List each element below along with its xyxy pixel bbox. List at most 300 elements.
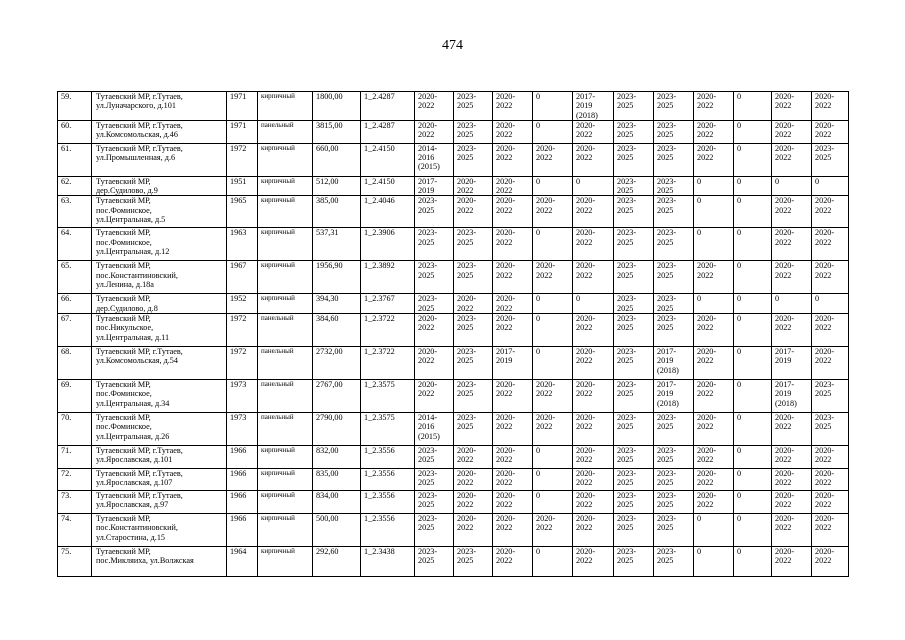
- cell-line: 2022: [418, 130, 435, 140]
- cell-line: 2025: [657, 422, 674, 432]
- cell-line: 2020-: [697, 413, 717, 423]
- area-cell: 835,00: [313, 469, 361, 491]
- period-cell: [654, 294, 694, 314]
- cell-line: 2017-: [418, 176, 438, 186]
- cell-line: 2014-: [418, 143, 438, 153]
- period-cell: [772, 294, 812, 314]
- period-cell: [734, 92, 772, 121]
- cell-line: 2023-: [657, 413, 677, 423]
- cell-line: (2018): [657, 398, 679, 408]
- cell-line: ул.Центральная, д.11: [96, 332, 170, 342]
- period-cell: [772, 491, 812, 514]
- cell-line: 2022: [775, 205, 792, 215]
- cell-line: 2023-: [617, 413, 637, 423]
- cell-line: 0: [576, 176, 581, 186]
- period-cell: [812, 380, 849, 413]
- cell-line: 2025: [617, 323, 634, 333]
- cell-line: 2020-: [697, 380, 717, 390]
- cell-line: ул.Ярославская, д.97: [96, 500, 169, 510]
- cell-line: 2020-: [496, 413, 516, 423]
- table-row: [58, 314, 849, 347]
- row-number-cell: 67.: [58, 314, 92, 347]
- cell-line: 2022: [576, 422, 593, 432]
- period-cell: [493, 92, 533, 121]
- cell-line: ул.Центральная, д.5: [96, 215, 166, 225]
- period-cell: [415, 547, 454, 577]
- cell-line: 2025: [657, 500, 674, 510]
- code-cell: 1_2.3767: [361, 294, 415, 314]
- cell-line: 2022: [496, 205, 513, 215]
- period-cell: [573, 446, 614, 469]
- cell-line: 2023-: [418, 261, 438, 271]
- address-cell: [92, 347, 227, 380]
- cell-line: 2025: [617, 455, 634, 465]
- cell-line: Тутаевский МР,: [96, 196, 151, 206]
- cell-line: 2023-: [457, 228, 477, 238]
- cell-line: 2025: [457, 153, 474, 163]
- period-cell: [533, 547, 573, 577]
- cell-line: 2023-: [657, 514, 677, 524]
- table-row: [58, 380, 849, 413]
- cell-line: 2025: [657, 303, 674, 313]
- period-cell: [812, 413, 849, 446]
- address-cell: [92, 514, 227, 547]
- cell-line: 2022: [536, 205, 553, 215]
- cell-line: 2025: [418, 303, 435, 313]
- period-cell: [454, 261, 493, 294]
- cell-line: 2022: [457, 523, 474, 533]
- period-cell: [812, 547, 849, 577]
- cell-line: 0: [737, 491, 742, 501]
- cell-line: 2025: [457, 130, 474, 140]
- cell-line: 2020-: [576, 347, 596, 357]
- cell-line: 2020-: [775, 514, 795, 524]
- period-cell: [694, 314, 734, 347]
- year-cell: 1966: [227, 469, 258, 491]
- cell-line: 2020-: [576, 514, 596, 524]
- cell-line: 2023-: [418, 514, 438, 524]
- cell-line: 2025: [617, 422, 634, 432]
- table-row: [58, 143, 849, 176]
- period-cell: [654, 446, 694, 469]
- table-row: [58, 514, 849, 547]
- cell-line: 2025: [457, 356, 474, 366]
- period-cell: [573, 491, 614, 514]
- address-cell: [92, 228, 227, 261]
- cell-line: 2020-: [418, 314, 438, 324]
- cell-line: 2020-: [496, 380, 516, 390]
- cell-line: 2020-: [697, 314, 717, 324]
- row-number-cell: 68.: [58, 347, 92, 380]
- cell-line: 2020-: [496, 120, 516, 130]
- period-cell: [533, 491, 573, 514]
- code-cell: 1_2.3575: [361, 380, 415, 413]
- cell-line: дер.Судилово, д.9: [96, 186, 158, 196]
- cell-line: 0: [815, 294, 820, 304]
- cell-line: 2022: [697, 389, 714, 399]
- cell-line: 2020-: [496, 261, 516, 271]
- period-cell: [772, 380, 812, 413]
- cell-line: 2022: [815, 270, 832, 280]
- row-number-cell: 60.: [58, 120, 92, 143]
- period-cell: [415, 380, 454, 413]
- wall-material-cell: панельный: [258, 314, 313, 347]
- cell-line: 0: [737, 380, 742, 390]
- cell-line: 2025: [657, 323, 674, 333]
- row-number-cell: 73.: [58, 491, 92, 514]
- cell-line: 2025: [657, 237, 674, 247]
- cell-line: 2020-: [496, 446, 516, 456]
- cell-line: 2020-: [697, 491, 717, 501]
- period-cell: [454, 196, 493, 228]
- cell-line: 2020-: [457, 294, 477, 304]
- cell-line: 2025: [617, 237, 634, 247]
- year-cell: 1966: [227, 446, 258, 469]
- cell-line: 2020-: [775, 413, 795, 423]
- cell-line: 0: [536, 228, 541, 238]
- table-row: [58, 261, 849, 294]
- cell-line: 2020-: [418, 92, 438, 101]
- period-cell: [772, 347, 812, 380]
- cell-line: 2025: [657, 101, 674, 111]
- period-cell: [812, 446, 849, 469]
- cell-line: 2020-: [496, 547, 516, 557]
- cell-line: 0: [737, 176, 742, 186]
- cell-line: 2025: [657, 478, 674, 488]
- period-cell: [454, 380, 493, 413]
- cell-line: 2020-: [496, 294, 516, 304]
- period-cell: [493, 143, 533, 176]
- address-cell: [92, 120, 227, 143]
- wall-material-cell: кирпичный: [258, 176, 313, 196]
- period-cell: [415, 176, 454, 196]
- row-number-cell: 74.: [58, 514, 92, 547]
- cell-line: 2020-: [576, 196, 596, 206]
- cell-line: 2023-: [657, 176, 677, 186]
- wall-material-cell: кирпичный: [258, 491, 313, 514]
- cell-line: 2019: [418, 186, 435, 196]
- area-cell: 660,00: [313, 143, 361, 176]
- cell-line: 2020-: [536, 261, 556, 271]
- cell-line: 2020-: [496, 176, 516, 186]
- period-cell: [772, 120, 812, 143]
- cell-line: 2020-: [496, 228, 516, 238]
- cell-line: 0: [536, 294, 541, 304]
- period-cell: [454, 176, 493, 196]
- period-cell: [694, 514, 734, 547]
- table-row: [58, 413, 849, 446]
- cell-line: 2022: [457, 478, 474, 488]
- wall-material-cell: кирпичный: [258, 294, 313, 314]
- cell-line: (2015): [418, 162, 440, 172]
- cell-line: 2020-: [775, 196, 795, 206]
- cell-line: 2025: [657, 523, 674, 533]
- cell-line: 2025: [418, 500, 435, 510]
- period-cell: [812, 143, 849, 176]
- period-cell: [614, 261, 654, 294]
- address-cell: [92, 92, 227, 121]
- cell-line: 2025: [457, 270, 474, 280]
- cell-line: 2022: [815, 205, 832, 215]
- cell-line: 2019: [775, 356, 792, 366]
- period-cell: [812, 469, 849, 491]
- address-cell: [92, 196, 227, 228]
- period-cell: [614, 92, 654, 121]
- cell-line: 2022: [536, 422, 553, 432]
- wall-material-cell: кирпичный: [258, 261, 313, 294]
- year-cell: 1966: [227, 514, 258, 547]
- period-cell: [614, 143, 654, 176]
- period-cell: [415, 446, 454, 469]
- period-cell: [654, 380, 694, 413]
- cell-line: 2020-: [496, 143, 516, 153]
- period-cell: [614, 514, 654, 547]
- area-cell: 2732,00: [313, 347, 361, 380]
- cell-line: 2020-: [457, 514, 477, 524]
- cell-line: 0: [737, 228, 742, 238]
- period-cell: [694, 294, 734, 314]
- cell-line: 2022: [576, 130, 593, 140]
- period-cell: [454, 446, 493, 469]
- wall-material-cell: кирпичный: [258, 547, 313, 577]
- period-cell: [533, 120, 573, 143]
- cell-line: 2020-: [576, 469, 596, 479]
- code-cell: 1_2.3722: [361, 314, 415, 347]
- cell-line: 2023-: [457, 92, 477, 101]
- period-cell: [493, 228, 533, 261]
- period-cell: [734, 261, 772, 294]
- row-number-cell: 63.: [58, 196, 92, 228]
- cell-line: 2023-: [815, 143, 835, 153]
- wall-material-cell: кирпичный: [258, 92, 313, 121]
- cell-line: 2020-: [775, 469, 795, 479]
- cell-line: 2025: [457, 556, 474, 566]
- cell-line: 2022: [775, 556, 792, 566]
- period-cell: [415, 196, 454, 228]
- cell-line: дер.Судилово, д.8: [96, 303, 158, 313]
- cell-line: 2020-: [815, 491, 835, 501]
- cell-line: 2020-: [775, 261, 795, 271]
- row-number-cell: 64.: [58, 228, 92, 261]
- period-cell: [573, 380, 614, 413]
- cell-line: ул.Комсомольская, д.54: [96, 356, 178, 366]
- code-cell: 1_2.3722: [361, 347, 415, 380]
- cell-line: 2020-: [496, 491, 516, 501]
- cell-line: 2023-: [418, 196, 438, 206]
- table-body: [58, 92, 849, 577]
- cell-line: 2020-: [697, 469, 717, 479]
- cell-line: 2017-: [775, 347, 795, 357]
- period-cell: [415, 120, 454, 143]
- cell-line: 2020-: [815, 547, 835, 557]
- cell-line: 2022: [576, 237, 593, 247]
- cell-line: 2023-: [457, 261, 477, 271]
- period-cell: [454, 514, 493, 547]
- cell-line: 2020-: [496, 314, 516, 324]
- cell-line: 2023-: [617, 469, 637, 479]
- period-cell: [734, 196, 772, 228]
- cell-line: 2022: [815, 237, 832, 247]
- cell-line: 0: [737, 92, 742, 101]
- cell-line: 2025: [657, 556, 674, 566]
- period-cell: [654, 491, 694, 514]
- area-cell: 394,30: [313, 294, 361, 314]
- cell-line: 2023-: [418, 491, 438, 501]
- cell-line: 2025: [617, 153, 634, 163]
- period-cell: [614, 491, 654, 514]
- period-cell: [573, 347, 614, 380]
- cell-line: 2014-: [418, 413, 438, 423]
- period-cell: [654, 514, 694, 547]
- cell-line: 2025: [457, 237, 474, 247]
- cell-line: пос.Фоминское,: [96, 205, 152, 215]
- period-cell: [415, 347, 454, 380]
- cell-line: 2019: [657, 389, 674, 399]
- cell-line: 2022: [496, 101, 513, 111]
- cell-line: 2022: [576, 523, 593, 533]
- period-cell: [573, 469, 614, 491]
- cell-line: 2022: [457, 303, 474, 313]
- period-cell: [533, 413, 573, 446]
- cell-line: 2020-: [815, 92, 835, 101]
- cell-line: 2025: [617, 523, 634, 533]
- period-cell: [812, 176, 849, 196]
- cell-line: Тутаевский МР, г.Тутаев,: [96, 491, 183, 501]
- cell-line: 2020-: [457, 469, 477, 479]
- period-cell: [694, 228, 734, 261]
- row-number-cell: 75.: [58, 547, 92, 577]
- period-cell: [573, 314, 614, 347]
- cell-line: 2016: [418, 422, 435, 432]
- period-cell: [614, 314, 654, 347]
- period-cell: [772, 143, 812, 176]
- cell-line: 2022: [576, 556, 593, 566]
- address-cell: [92, 413, 227, 446]
- cell-line: 2020-: [697, 143, 717, 153]
- cell-line: 2025: [418, 237, 435, 247]
- cell-line: 2022: [496, 323, 513, 333]
- cell-line: 2025: [657, 455, 674, 465]
- period-cell: [772, 446, 812, 469]
- year-cell: 1967: [227, 261, 258, 294]
- cell-line: 2022: [775, 523, 792, 533]
- cell-line: Тутаевский МР, г.Тутаев,: [96, 446, 183, 456]
- code-cell: 1_2.3556: [361, 514, 415, 547]
- cell-line: 2022: [697, 270, 714, 280]
- period-cell: [415, 469, 454, 491]
- cell-line: 2020-: [815, 347, 835, 357]
- cell-line: 2025: [617, 478, 634, 488]
- cell-line: 2022: [576, 356, 593, 366]
- area-cell: 512,00: [313, 176, 361, 196]
- code-cell: 1_2.3575: [361, 413, 415, 446]
- row-number-cell: 65.: [58, 261, 92, 294]
- cell-line: ул.Промышленная, д.6: [96, 153, 176, 163]
- cell-line: 0: [737, 446, 742, 456]
- cell-line: пос.Фоминское,: [96, 389, 152, 399]
- period-cell: [614, 196, 654, 228]
- code-cell: 1_2.4287: [361, 92, 415, 121]
- cell-line: 2023-: [457, 347, 477, 357]
- cell-line: 2023-: [815, 380, 835, 390]
- cell-line: пос.Константиновский,: [96, 270, 178, 280]
- period-cell: [654, 92, 694, 121]
- cell-line: 2020-: [815, 446, 835, 456]
- cell-line: 0: [737, 196, 742, 206]
- cell-line: 2023-: [657, 446, 677, 456]
- cell-line: 2023-: [657, 196, 677, 206]
- cell-line: 2022: [576, 323, 593, 333]
- period-cell: [573, 92, 614, 121]
- cell-line: 2023-: [617, 92, 637, 101]
- period-cell: [493, 446, 533, 469]
- period-cell: [614, 176, 654, 196]
- period-cell: [694, 469, 734, 491]
- period-cell: [493, 413, 533, 446]
- cell-line: 2019: [657, 356, 674, 366]
- cell-line: 2020-: [457, 196, 477, 206]
- cell-line: 2023-: [617, 228, 637, 238]
- cell-line: 0: [737, 120, 742, 130]
- cell-line: 2023-: [617, 294, 637, 304]
- cell-line: 2020-: [536, 413, 556, 423]
- cell-line: 0: [737, 469, 742, 479]
- cell-line: 2023-: [657, 294, 677, 304]
- period-cell: [493, 514, 533, 547]
- cell-line: 2020-: [536, 143, 556, 153]
- cell-line: 2023-: [457, 120, 477, 130]
- cell-line: 2025: [617, 303, 634, 313]
- period-cell: [454, 314, 493, 347]
- period-cell: [654, 176, 694, 196]
- cell-line: 2020-: [815, 261, 835, 271]
- cell-line: 2022: [815, 356, 832, 366]
- cell-line: 2025: [617, 186, 634, 196]
- period-cell: [533, 514, 573, 547]
- period-cell: [573, 120, 614, 143]
- cell-line: Тутаевский МР,: [96, 514, 151, 524]
- period-cell: [454, 469, 493, 491]
- area-cell: 2767,00: [313, 380, 361, 413]
- cell-line: 0: [536, 469, 541, 479]
- cell-line: 2022: [697, 478, 714, 488]
- table-row: [58, 120, 849, 143]
- area-cell: 385,00: [313, 196, 361, 228]
- cell-line: 2020-: [697, 92, 717, 101]
- period-cell: [415, 314, 454, 347]
- cell-line: 2022: [496, 186, 513, 196]
- cell-line: 2020-: [576, 143, 596, 153]
- period-cell: [415, 92, 454, 121]
- cell-line: 2020-: [536, 196, 556, 206]
- cell-line: 2022: [418, 101, 435, 111]
- cell-line: 2023-: [617, 120, 637, 130]
- cell-line: 0: [737, 261, 742, 271]
- cell-line: 2020-: [576, 413, 596, 423]
- cell-line: 2025: [617, 270, 634, 280]
- period-cell: [415, 514, 454, 547]
- cell-line: 2020-: [815, 120, 835, 130]
- period-cell: [772, 176, 812, 196]
- period-cell: [654, 314, 694, 347]
- code-cell: 1_2.3892: [361, 261, 415, 294]
- cell-line: ул.Центральная, д.26: [96, 431, 170, 441]
- cell-line: 2023-: [418, 446, 438, 456]
- period-cell: [493, 314, 533, 347]
- cell-line: 2023-: [617, 547, 637, 557]
- period-cell: [533, 92, 573, 121]
- period-cell: [573, 196, 614, 228]
